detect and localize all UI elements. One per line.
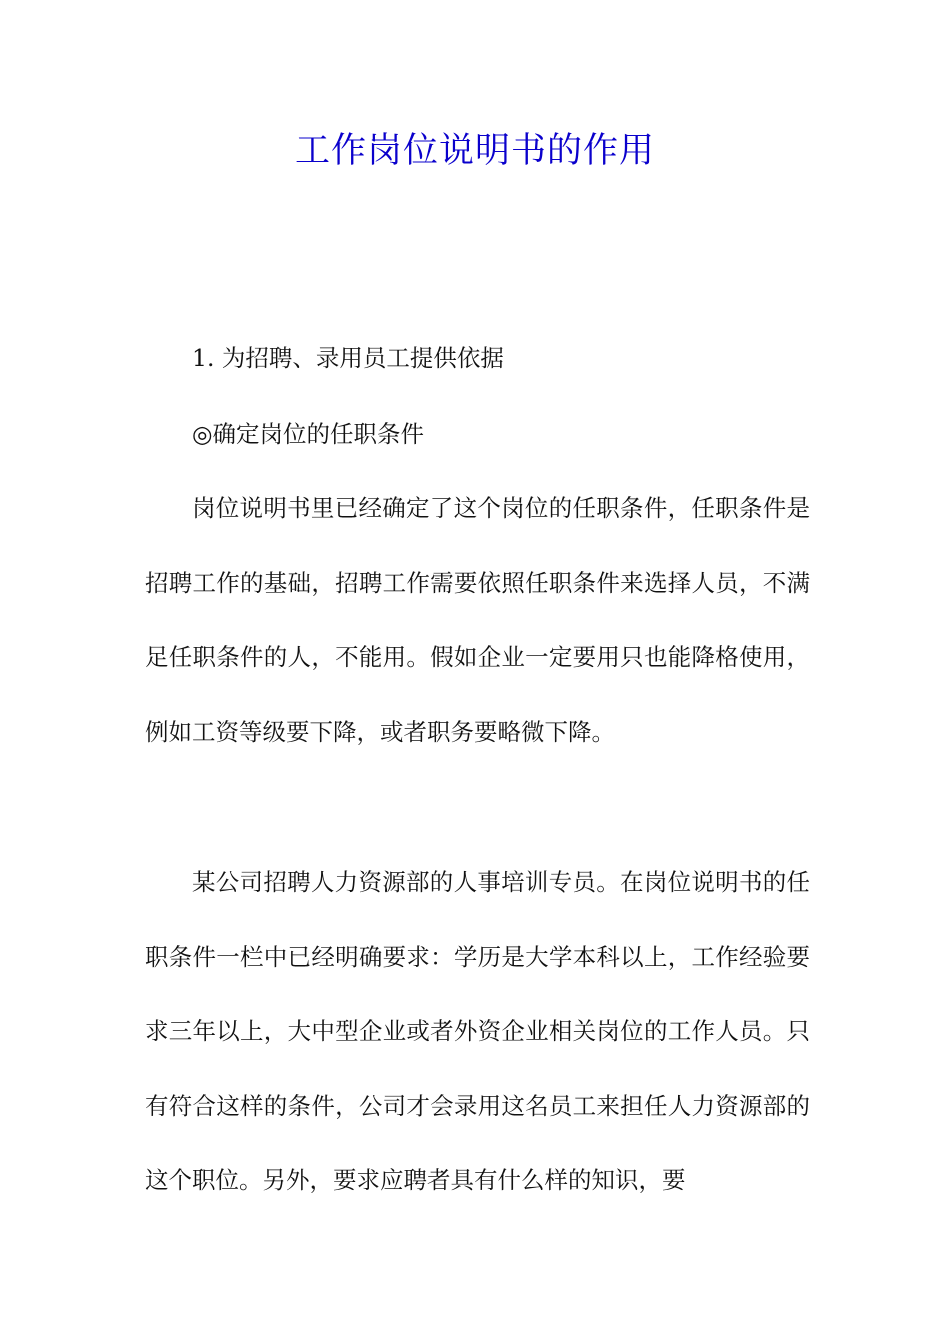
- sub-heading: ◎确定岗位的任职条件: [192, 420, 425, 448]
- section-heading: 1. 为招聘、录用员工提供依据: [192, 344, 504, 372]
- section-block: [145, 342, 810, 374]
- paragraph-1: 岗位说明书里已经确定了这个岗位的任职条件，任职条件是招聘工作的基础，招聘工作需要依照任职条件来选择人员，不满足任职条件的人，不能用。假如企业一定要用只也能降格使用，例如工资等级要下降，或者职务要略微下降。: [145, 494, 810, 746]
- paragraph-2: 某公司招聘人力资源部的人事培训专员。在岗位说明书的任职条件一栏中已经明确要求：学历是大学本科以上，工作经验要求三年以上，大中型企业或者外资企业相关岗位的工作人员。只有符合这样的条件，公司才会录用这名员工来担任人力资源部的这个职位。另外，要求应聘者具有什么样的知识，要: [145, 868, 810, 1194]
- sub-heading-block: [145, 418, 810, 450]
- document-title: 工作岗位说明书的作用: [294, 131, 655, 171]
- paragraph-1-block: [145, 471, 810, 769]
- paragraph-2-block: [145, 845, 810, 1218]
